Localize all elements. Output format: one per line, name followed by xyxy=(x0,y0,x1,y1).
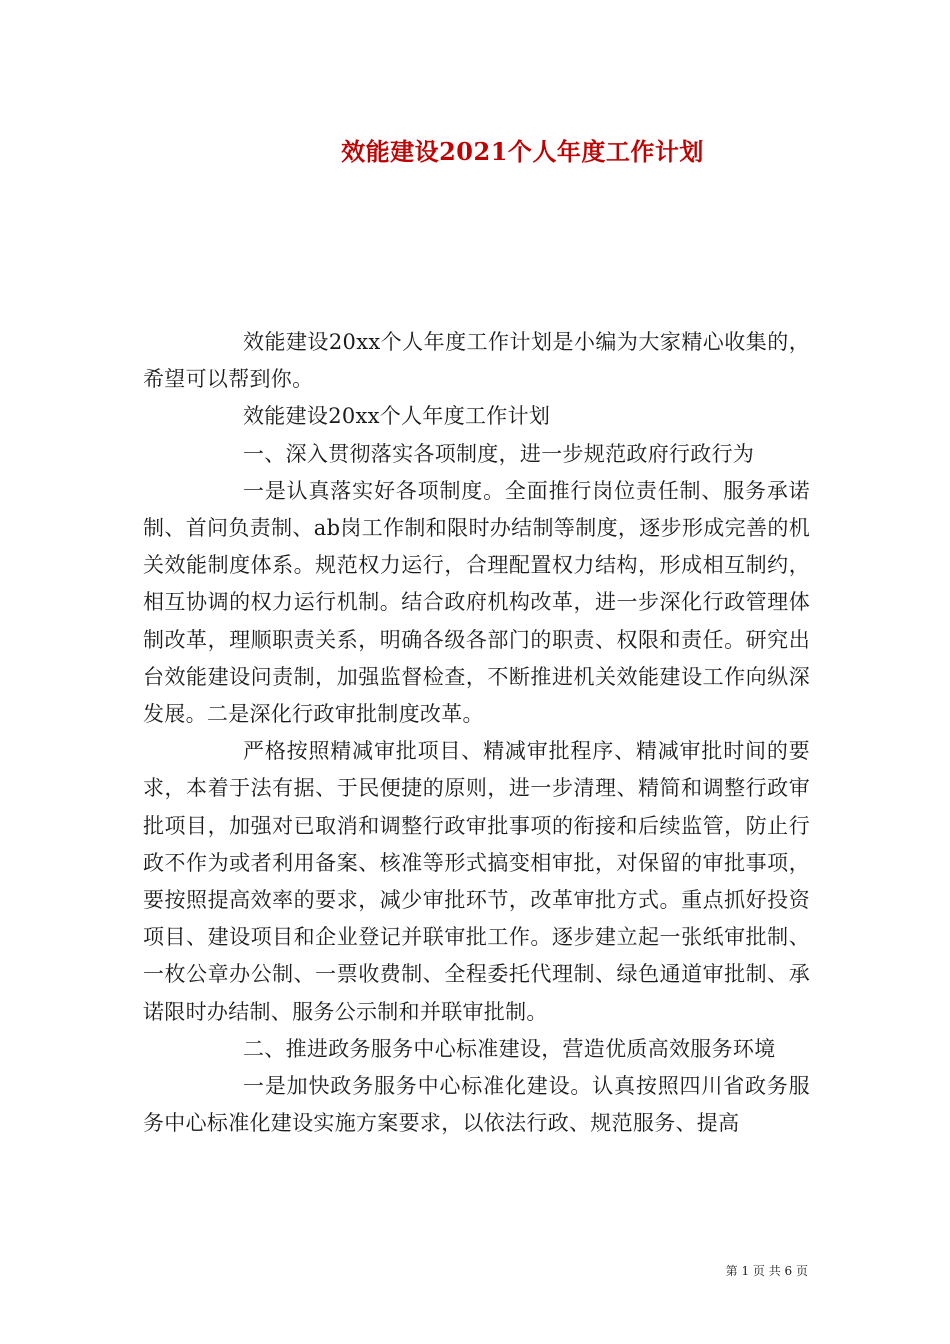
section-heading-2: 二、推进政务服务中心标准建设，营造优质高效服务环境 xyxy=(243,1036,776,1061)
paragraph-section-1-part-2: 严格按照精减审批项目、精减审批程序、精减审批时间的要求，本着于法有据、于民便捷的原则，进一步清理、精简和调整行政审批项目，加强对已取消和调整行政审批事项的衔接和后续监管，防止行政不作为或者利用备案、核准等形式搞变相审批，对保留的审批事项，要按照提高效率的要求，减少审批环节，改革审批方式。重点抓好投资项目、建设项目和企业登记并联审批工作。逐步建立起一张纸审批制、一枚公章办公制、一票收费制、全程委托代理制、绿色通道审批制、承诺限时办结制、服务公示制和并联审批制。 xyxy=(143,739,810,1024)
paragraph-section-2-part-1: 一是加快政务服务中心标准化建设。认真按照四川省政务服务中心标准化建设实施方案要求，以依法行政、规范服务、提高 xyxy=(143,1074,810,1136)
paragraph-subtitle: 效能建设20xx个人年度工作计划 xyxy=(243,404,551,429)
paragraph-section-1-part-1: 一是认真落实好各项制度。全面推行岗位责任制、服务承诺制、首问负责制、ab岗工作制和限时办结制等制度，逐步形成完善的机关效能制度体系。规范权力运行，合理配置权力结构，形成相互制约，相互协调的权力运行机制。结合政府机构改革，进一步深化行政管理体制改革，理顺职责关系，明确各级各部门的职责、权限和责任。研究出台效能建设问责制，加强监督检查，不断推进机关效能建设工作向纵深发展。二是深化行政审批制度改革。 xyxy=(143,478,810,727)
page-footer: 第 1 页 共 6 页 xyxy=(725,1264,808,1278)
document-body xyxy=(143,324,810,1142)
paragraph-intro: 效能建设20xx个人年度工作计划是小编为大家精心收集的，希望可以帮到你。 xyxy=(143,330,810,392)
section-heading-1: 一、深入贯彻落实各项制度，进一步规范政府行政行为 xyxy=(243,441,755,466)
page-title: 效能建设2021个人年度工作计划 xyxy=(341,137,704,166)
